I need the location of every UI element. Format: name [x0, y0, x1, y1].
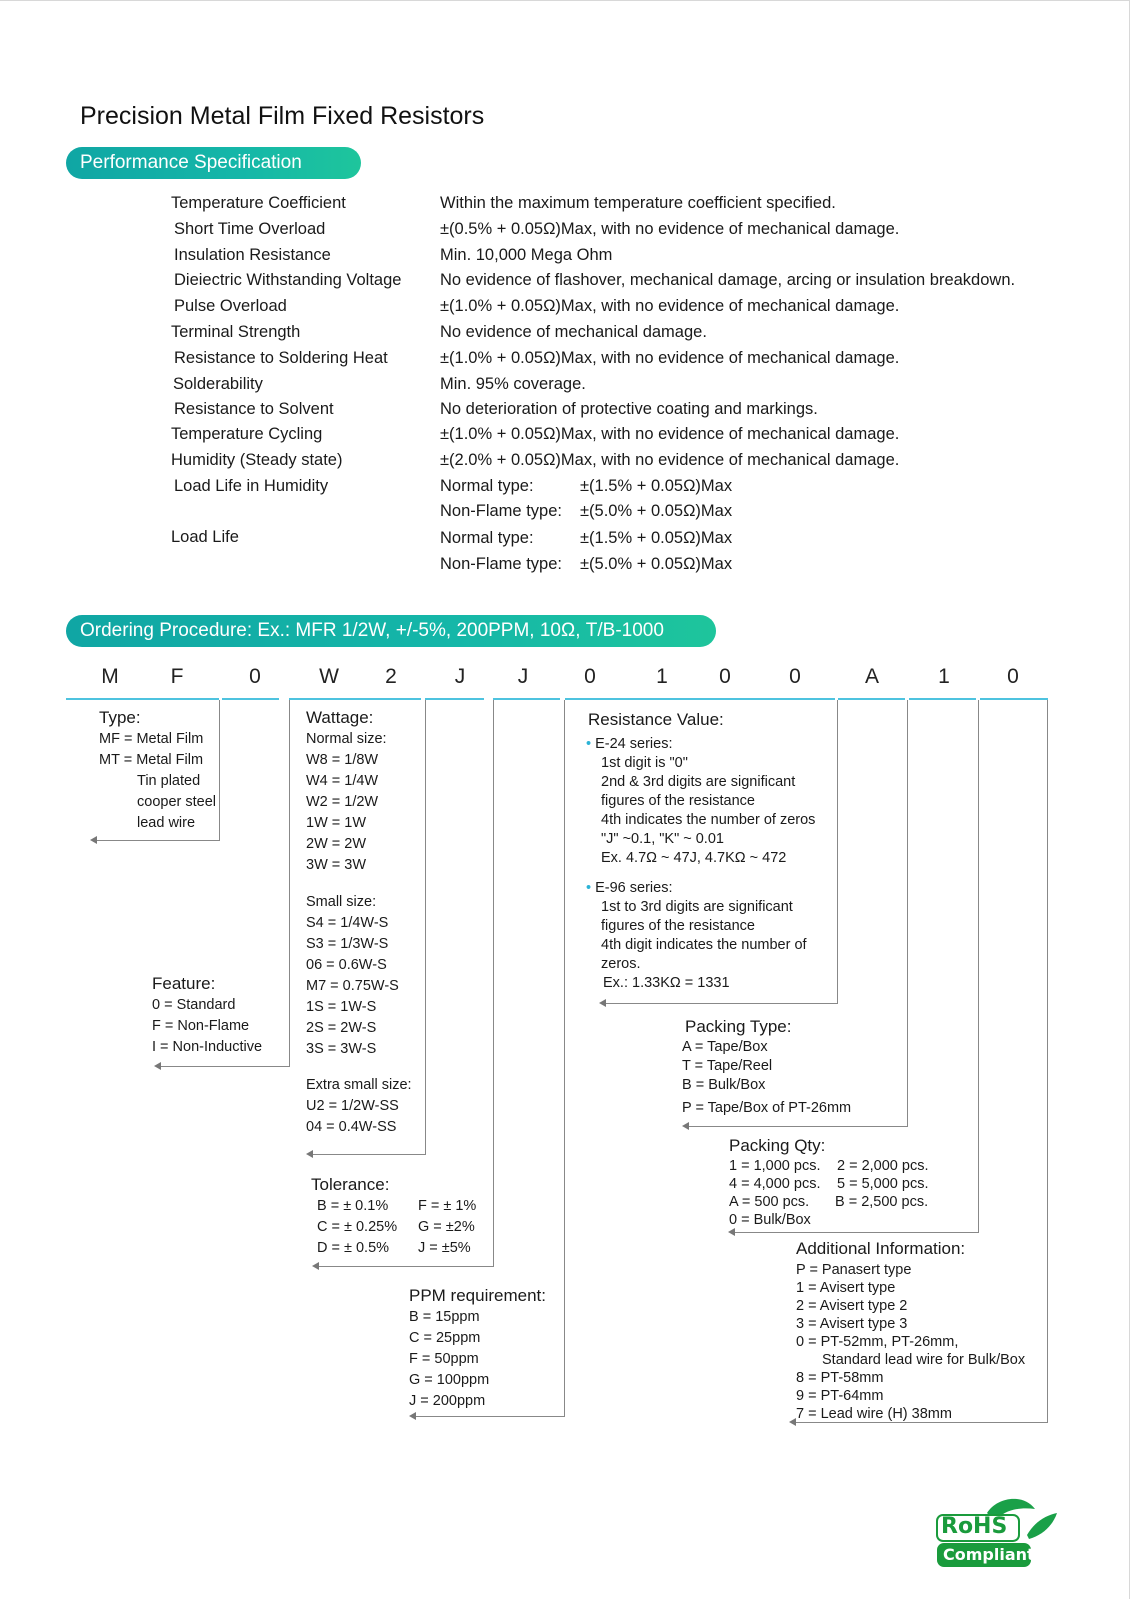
spec-value: Min. 95% coverage. [440, 375, 586, 393]
spec-value: ±(1.0% + 0.05Ω)Max, with no evidence of mechanical damage. [440, 297, 900, 315]
code-letter: F [170, 665, 184, 688]
packing-type-item: P = Tape/Box of PT-26mm [682, 1100, 852, 1116]
performance-heading: Performance Specification [66, 147, 361, 179]
connector-line [837, 700, 838, 1004]
tolerance-item: B = ± 0.1% [317, 1198, 389, 1214]
code-letter: J [454, 665, 466, 688]
spec-label: Humidity (Steady state) [171, 451, 343, 469]
connector-line [688, 1126, 908, 1127]
tolerance-block [311, 1174, 491, 1259]
bullet-icon: • [586, 880, 592, 896]
arrow-left-icon [154, 1062, 161, 1070]
code-underline [425, 698, 484, 700]
wattage-item: U2 = 1/2W-SS [306, 1098, 399, 1114]
wattage-item: S4 = 1/4W-S [306, 915, 389, 931]
packing-qty-item: 4 = 4,000 pcs. [729, 1176, 821, 1192]
rohs-text: RoHS [941, 1514, 1008, 1539]
packing-type-item: B = Bulk/Box [682, 1077, 766, 1093]
wattage-item: W8 = 1/8W [306, 752, 379, 768]
code-letter: 2 [385, 665, 397, 688]
tolerance-item: G = ±2% [418, 1219, 475, 1235]
code-underline [909, 698, 976, 700]
packing-qty-item: 5 = 5,000 pcs. [837, 1176, 929, 1192]
spec-label: Resistance to Soldering Heat [174, 349, 388, 367]
compliant-text: Compliant [943, 1545, 1035, 1564]
packing-qty-title: Packing Qty: [729, 1136, 826, 1155]
connector-line [1047, 700, 1048, 1423]
type-item: MF = Metal Film [99, 731, 204, 747]
additional-item: 8 = PT-58mm [796, 1370, 884, 1386]
spec-value: ±(1.0% + 0.05Ω)Max, with no evidence of mechanical damage. [440, 349, 900, 367]
spec-value: Within the maximum temperature coefficient specified. [440, 194, 836, 212]
additional-item: Standard lead wire for Bulk/Box [822, 1352, 1026, 1368]
additional-item: P = Panasert type [796, 1262, 912, 1278]
page-title: Precision Metal Film Fixed Resistors [80, 102, 485, 130]
connector-line [605, 1003, 838, 1004]
spec-value: Normal type: [440, 477, 534, 495]
code-letter: J [517, 665, 529, 688]
feature-item: F = Non-Flame [152, 1018, 250, 1034]
e24-item: 1st digit is "0" [601, 755, 688, 771]
connector-line [493, 700, 494, 1267]
type-block [99, 707, 216, 834]
arrow-left-icon [90, 836, 97, 844]
ppm-item: G = 100ppm [409, 1372, 490, 1388]
tolerance-item: F = ± 1% [418, 1198, 477, 1214]
spec-value: Normal type: [440, 529, 534, 547]
ordering-heading: Ordering Procedure: Ex.: MFR 1/2W, +/-5%, 200PPM, 10Ω, T/B-1000 [66, 615, 716, 647]
tolerance-item: J = ±5% [418, 1240, 471, 1256]
ppm-item: F = 50ppm [409, 1351, 479, 1367]
wattage-item: 3S = 3W-S [306, 1041, 377, 1057]
wattage-item: 06 = 0.6W-S [306, 957, 387, 973]
packing-qty-grid [729, 1157, 949, 1229]
spec-value: Non-Flame type: [440, 555, 562, 573]
code-underline [838, 698, 905, 700]
feature-item: 0 = Standard [152, 997, 236, 1013]
spec-value: No evidence of mechanical damage. [440, 323, 707, 341]
tolerance-title: Tolerance: [311, 1175, 390, 1194]
additional-block [796, 1238, 1025, 1423]
code-letter: 1 [938, 665, 950, 688]
arrow-left-icon [599, 999, 606, 1007]
e24-item: 2nd & 3rd digits are significant [601, 774, 796, 790]
spec-value: ±(1.5% + 0.05Ω)Max [580, 477, 733, 495]
connector-line [96, 840, 220, 841]
wattage-item: W2 = 1/2W [306, 794, 379, 810]
wattage-title: Wattage: [306, 708, 374, 727]
code-underline [980, 698, 1048, 700]
connector-line [289, 700, 290, 1067]
packing-type-title: Packing Type: [685, 1017, 792, 1036]
code-underline [493, 698, 560, 700]
connector-line [564, 700, 565, 1417]
wattage-item: W4 = 1/4W [306, 773, 379, 789]
code-letter: 0 [584, 665, 596, 688]
connector-line [415, 1416, 565, 1417]
connector-line [734, 1232, 979, 1233]
packing-type-block [682, 1016, 851, 1118]
e24-item: "J" ~0.1, "K" ~ 0.01 [601, 831, 724, 847]
spec-label: Load Life [171, 528, 239, 546]
spec-value: ±(5.0% + 0.05Ω)Max [580, 502, 733, 520]
additional-item: 2 = Avisert type 2 [796, 1298, 908, 1314]
connector-line [318, 1266, 494, 1267]
code-underline [289, 698, 421, 700]
tolerance-grid [311, 1196, 491, 1259]
arrow-left-icon [306, 1150, 313, 1158]
packing-qty-block [729, 1135, 949, 1229]
connector-line [978, 700, 979, 1233]
wattage-item: 3W = 3W [306, 857, 367, 873]
type-item: cooper steel [137, 794, 216, 810]
e24-item: Ex. 4.7Ω ~ 47J, 4.7KΩ ~ 472 [601, 850, 787, 866]
packing-qty-item: 1 = 1,000 pcs. [729, 1158, 821, 1174]
packing-qty-item: A = 500 pcs. [729, 1194, 810, 1210]
arrow-left-icon [789, 1418, 796, 1426]
spec-value: ±(5.0% + 0.05Ω)Max [580, 555, 733, 573]
tolerance-item: C = ± 0.25% [317, 1219, 398, 1235]
wattage-small-title: Small size: [306, 894, 377, 910]
e24-item: figures of the resistance [601, 793, 755, 809]
connector-line [160, 1066, 290, 1067]
packing-type-item: A = Tape/Box [682, 1039, 768, 1055]
ppm-item: J = 200ppm [409, 1393, 486, 1409]
type-item: lead wire [137, 815, 196, 831]
code-letter: 0 [789, 665, 801, 688]
type-title: Type: [99, 708, 141, 727]
arrow-left-icon [312, 1262, 319, 1270]
resistance-block [588, 709, 815, 993]
code-letter: 1 [656, 665, 668, 688]
additional-title: Additional Information: [796, 1239, 966, 1258]
arrow-left-icon [728, 1228, 735, 1236]
spec-value: Min. 10,000 Mega Ohm [440, 246, 613, 264]
code-underline [222, 698, 279, 700]
spec-label: Temperature Cycling [171, 425, 323, 443]
e96-item: 4th digit indicates the number of [601, 937, 807, 953]
wattage-item: 1S = 1W-S [306, 999, 377, 1015]
code-letter: A [864, 665, 879, 688]
bullet-icon: • [586, 736, 592, 752]
e96-item: figures of the resistance [601, 918, 755, 934]
wattage-item: 04 = 0.4W-SS [306, 1119, 397, 1135]
type-item: MT = Metal Film [99, 752, 204, 768]
wattage-item: 2W = 2W [306, 836, 367, 852]
type-item: Tin plated [137, 773, 201, 789]
spec-label: Insulation Resistance [174, 246, 331, 264]
rohs-compliant-logo [935, 1495, 1060, 1575]
arrow-left-icon [682, 1122, 689, 1130]
wattage-item: M7 = 0.75W-S [306, 978, 399, 994]
additional-item: 3 = Avisert type 3 [796, 1316, 908, 1332]
resistance-title: Resistance Value: [588, 710, 724, 729]
e96-title: E-96 series: [595, 880, 673, 896]
packing-type-item: T = Tape/Reel [682, 1058, 773, 1074]
additional-item: 9 = PT-64mm [796, 1388, 884, 1404]
additional-item: 0 = PT-52mm, PT-26mm, [796, 1334, 959, 1350]
connector-line [425, 700, 426, 1155]
code-letter: W [319, 665, 339, 688]
e24-title: E-24 series: [595, 736, 673, 752]
code-letter: 0 [249, 665, 261, 688]
tolerance-item: D = ± 0.5% [317, 1240, 390, 1256]
feature-item: I = Non-Inductive [152, 1039, 263, 1055]
spec-value: No evidence of flashover, mechanical damage, arcing or insulation breakdown. [440, 271, 1016, 289]
arrow-left-icon [409, 1412, 416, 1420]
e24-item: 4th indicates the number of zeros [601, 812, 816, 828]
connector-line [312, 1154, 426, 1155]
spec-label: Dieiectric Withstanding Voltage [174, 271, 402, 289]
e96-item: Ex.: 1.33KΩ = 1331 [603, 975, 730, 991]
spec-label: Solderability [173, 375, 263, 393]
feature-title: Feature: [152, 974, 216, 993]
spec-value: ±(1.5% + 0.05Ω)Max [580, 529, 733, 547]
additional-item: 1 = Avisert type [796, 1280, 896, 1296]
ppm-block [409, 1285, 546, 1412]
spec-label: Short Time Overload [174, 220, 326, 238]
e96-item: zeros. [601, 956, 641, 972]
spec-label: Pulse Overload [174, 297, 287, 315]
code-letter: M [101, 665, 119, 688]
ppm-item: B = 15ppm [409, 1309, 480, 1325]
wattage-normal-title: Normal size: [306, 731, 387, 747]
spec-value: No deterioration of protective coating and markings. [440, 400, 818, 418]
ppm-item: C = 25ppm [409, 1330, 481, 1346]
wattage-item: 2S = 2W-S [306, 1020, 377, 1036]
spec-value: Non-Flame type: [440, 502, 562, 520]
spec-value: ±(0.5% + 0.05Ω)Max, with no evidence of mechanical damage. [440, 220, 900, 238]
additional-item: 7 = Lead wire (H) 38mm [796, 1406, 952, 1422]
spec-label: Resistance to Solvent [174, 400, 334, 418]
spec-label: Terminal Strength [171, 323, 301, 341]
code-letter: 0 [1007, 665, 1019, 688]
spec-value: ±(2.0% + 0.05Ω)Max, with no evidence of mechanical damage. [440, 451, 900, 469]
packing-qty-item: 0 = Bulk/Box [729, 1212, 811, 1228]
spec-label: Load Life in Humidity [174, 477, 329, 495]
wattage-extra-title: Extra small size: [306, 1077, 412, 1093]
wattage-item: 1W = 1W [306, 815, 367, 831]
e96-item: 1st to 3rd digits are significant [601, 899, 793, 915]
connector-line [219, 700, 220, 840]
packing-qty-item: 2 = 2,000 pcs. [837, 1158, 929, 1174]
spec-value: ±(1.0% + 0.05Ω)Max, with no evidence of mechanical damage. [440, 425, 900, 443]
code-underline [565, 698, 835, 700]
code-letter: 0 [719, 665, 731, 688]
spec-label: Temperature Coefficient [171, 194, 346, 212]
wattage-block [306, 707, 412, 1138]
wattage-item: S3 = 1/3W-S [306, 936, 389, 952]
packing-qty-item: B = 2,500 pcs. [835, 1194, 929, 1210]
feature-block [152, 973, 262, 1058]
connector-line [907, 700, 908, 1127]
ppm-title: PPM requirement: [409, 1286, 546, 1305]
code-underline [66, 698, 219, 700]
